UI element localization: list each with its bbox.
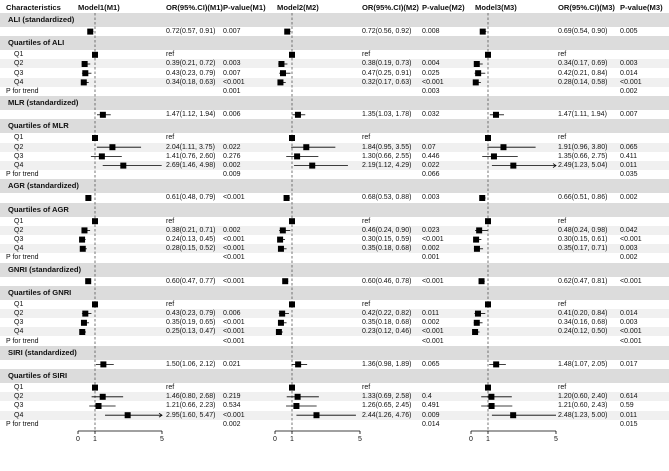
or-ci-value: 0.23(0.12, 0.46) xyxy=(362,328,412,336)
row-label: Q1 xyxy=(14,217,24,225)
or-ci-value: ref xyxy=(558,134,567,142)
or-ci-value: 0.42(0.22, 0.82) xyxy=(362,310,412,317)
or-ci-value: 2.44(1.26, 4.76) xyxy=(362,411,412,419)
x-tick-label: 5 xyxy=(358,436,362,443)
point-estimate-square xyxy=(485,135,491,141)
or-ci-value: 1.21(0.66, 2.23) xyxy=(166,402,216,410)
point-estimate-square xyxy=(280,70,286,76)
p-value: 0.006 xyxy=(223,310,241,317)
point-estimate-square xyxy=(500,144,506,150)
point-estimate-square xyxy=(488,394,494,400)
point-estimate-square xyxy=(85,195,91,201)
row-label: Q1 xyxy=(14,300,24,308)
or-ci-value: 2.19(1.12, 4.29) xyxy=(362,162,412,169)
point-estimate-square xyxy=(479,195,485,201)
or-ci-value: ref xyxy=(166,134,175,142)
point-estimate-square xyxy=(92,301,98,307)
row-label: Q3 xyxy=(14,402,24,410)
x-tick-label: 0 xyxy=(273,436,277,443)
point-estimate-square xyxy=(109,144,115,150)
point-estimate-square xyxy=(278,246,284,252)
or-ci-value: ref xyxy=(362,134,371,142)
point-estimate-square xyxy=(100,361,106,367)
point-estimate-square xyxy=(276,329,282,335)
point-estimate-square xyxy=(82,70,88,76)
point-estimate-square xyxy=(295,394,301,400)
p-value: 0.002 xyxy=(422,319,440,327)
p-value: 0.491 xyxy=(422,402,440,410)
point-estimate-square xyxy=(476,227,482,233)
or-ci-value: ref xyxy=(166,217,175,225)
header-model1: Model1(M1) xyxy=(78,3,120,12)
or-ci-value: 1.33(0.69, 2.58) xyxy=(362,393,412,401)
row-label: Q1 xyxy=(14,384,24,391)
point-estimate-square xyxy=(295,361,301,367)
p-value: 0.023 xyxy=(422,226,440,234)
point-estimate-square xyxy=(475,311,481,317)
header-characteristics: Characteristics xyxy=(6,3,61,12)
point-estimate-square xyxy=(79,329,85,335)
or-ci-value: 1.20(0.60, 2.40) xyxy=(558,393,608,401)
point-estimate-square xyxy=(474,61,480,67)
p-value: 0.014 xyxy=(620,310,638,317)
p-value: <0.001 xyxy=(223,277,245,285)
or-ci-value: 0.35(0.18, 0.68) xyxy=(362,245,412,253)
point-estimate-square xyxy=(81,227,87,233)
or-ci-value: 0.34(0.17, 0.69) xyxy=(558,60,608,68)
p-value: 0.014 xyxy=(422,420,440,428)
section-title: MLR (standardized) xyxy=(8,98,79,108)
point-estimate-square xyxy=(92,135,98,141)
p-value: 0.534 xyxy=(223,402,241,410)
point-estimate-square xyxy=(289,301,295,307)
p-value: 0.003 xyxy=(223,60,241,68)
point-estimate-square xyxy=(284,195,290,201)
point-estimate-square xyxy=(278,320,284,326)
or-ci-value: ref xyxy=(558,51,567,59)
point-estimate-square xyxy=(92,385,98,391)
or-ci-value: 1.46(0.80, 2.68) xyxy=(166,393,216,401)
or-ci-value: 1.36(0.98, 1.89) xyxy=(362,360,412,368)
or-ci-value: ref xyxy=(166,300,175,308)
p-value: 0.006 xyxy=(223,111,241,119)
point-estimate-square xyxy=(485,385,491,391)
section-title: Quartiles of SIRI xyxy=(8,371,68,380)
point-estimate-square xyxy=(87,29,93,35)
row-label: Q4 xyxy=(14,78,24,86)
or-ci-value: 0.24(0.12, 0.50) xyxy=(558,328,608,336)
or-ci-value: 0.69(0.54, 0.90) xyxy=(558,28,608,35)
row-label: Q2 xyxy=(14,310,24,317)
p-value: <0.001 xyxy=(422,236,444,243)
point-estimate-square xyxy=(485,52,491,58)
p-value: <0.001 xyxy=(620,337,642,345)
or-ci-value: 0.43(0.23, 0.79) xyxy=(166,310,216,317)
or-ci-value: ref xyxy=(558,384,567,391)
p-value: <0.001 xyxy=(223,319,245,327)
or-ci-value: 0.47(0.25, 0.91) xyxy=(362,69,412,77)
p-value: <0.001 xyxy=(422,328,444,336)
point-estimate-square xyxy=(80,246,86,252)
p-value: <0.001 xyxy=(223,254,245,262)
point-estimate-square xyxy=(303,144,309,150)
or-ci-value: ref xyxy=(362,384,371,391)
section-title: Quartiles of ALI xyxy=(8,38,65,48)
p-value: 0.015 xyxy=(620,420,638,428)
p-value: <0.001 xyxy=(223,337,245,345)
or-ci-value: 0.24(0.13, 0.45) xyxy=(166,236,216,243)
or-ci-value: 0.41(0.20, 0.84) xyxy=(558,310,608,317)
row-label: Q4 xyxy=(14,411,24,419)
point-estimate-square xyxy=(282,278,288,284)
section-title: SIRI (standardized) xyxy=(8,347,77,357)
or-ci-value: ref xyxy=(558,217,567,225)
header-or-m3: OR(95%.CI)(M3) xyxy=(558,3,615,12)
row-label: Q1 xyxy=(14,51,24,59)
or-ci-value: 1.50(1.06, 2.12) xyxy=(166,360,216,368)
p-value: <0.001 xyxy=(223,411,245,419)
row-label: Q3 xyxy=(14,319,24,327)
p-value: <0.001 xyxy=(620,277,642,285)
point-estimate-square xyxy=(294,153,300,159)
p-value: 0.446 xyxy=(422,152,440,160)
or-ci-value: ref xyxy=(362,217,371,225)
section-title: Quartiles of MLR xyxy=(8,121,69,131)
row-label: P for trend xyxy=(6,254,39,262)
point-estimate-square xyxy=(510,163,516,169)
x-tick-label: 0 xyxy=(76,436,80,443)
p-value: <0.001 xyxy=(223,245,245,253)
or-ci-value: 0.34(0.18, 0.63) xyxy=(166,78,216,86)
or-ci-value: ref xyxy=(558,300,567,308)
header-or-m2: OR(95%.CI)(M2) xyxy=(362,3,419,12)
section-title: Quartiles of GNRI xyxy=(8,287,72,297)
or-ci-value: 0.28(0.15, 0.52) xyxy=(166,245,216,253)
or-ci-value: 0.60(0.47, 0.77) xyxy=(166,277,216,285)
or-ci-value: 0.68(0.53, 0.88) xyxy=(362,194,412,202)
p-value: 0.003 xyxy=(620,245,638,253)
p-value: 0.002 xyxy=(223,226,241,234)
or-ci-value: 2.69(1.46, 4.98) xyxy=(166,162,216,169)
row-label: P for trend xyxy=(6,420,39,428)
point-estimate-square xyxy=(82,61,88,67)
or-ci-value: 0.42(0.21, 0.84) xyxy=(558,69,608,77)
row-label: P for trend xyxy=(6,337,39,345)
point-estimate-square xyxy=(120,163,126,169)
point-estimate-square xyxy=(81,320,87,326)
or-ci-value: 1.35(1.03, 1.78) xyxy=(362,111,412,119)
p-value: 0.001 xyxy=(422,254,440,262)
row-label: Q4 xyxy=(14,162,24,169)
p-value: 0.042 xyxy=(620,226,638,234)
point-estimate-square xyxy=(493,361,499,367)
p-value: 0.002 xyxy=(620,254,638,262)
p-value: <0.001 xyxy=(620,236,642,243)
p-value: 0.011 xyxy=(620,411,637,419)
row-label: Q1 xyxy=(14,134,24,142)
p-value: 0.017 xyxy=(620,360,638,368)
header-pvalue-m3: P-value(M3) xyxy=(620,3,663,12)
or-ci-value: ref xyxy=(362,51,371,59)
row-label: Q2 xyxy=(14,393,24,401)
or-ci-value: 0.39(0.21, 0.72) xyxy=(166,60,216,68)
or-ci-value: 0.30(0.15, 0.61) xyxy=(558,236,608,243)
p-value: 0.065 xyxy=(620,143,638,151)
point-estimate-square xyxy=(99,153,105,159)
point-estimate-square xyxy=(81,79,87,85)
or-ci-value: ref xyxy=(166,51,175,59)
or-ci-value: 1.84(0.95, 3.55) xyxy=(362,143,412,151)
p-value: 0.003 xyxy=(620,60,638,68)
point-estimate-square xyxy=(475,70,481,76)
or-ci-value: 0.30(0.15, 0.59) xyxy=(362,236,412,243)
or-ci-value: 0.38(0.21, 0.71) xyxy=(166,226,216,234)
header-pvalue-m1: P-value(M1) xyxy=(223,3,266,12)
point-estimate-square xyxy=(473,79,479,85)
point-estimate-square xyxy=(289,52,295,58)
or-ci-value: 2.95(1.60, 5.47) xyxy=(166,411,216,419)
p-value: <0.001 xyxy=(223,78,245,86)
row-label: Q4 xyxy=(14,245,24,253)
or-ci-value: 0.38(0.19, 0.73) xyxy=(362,60,412,68)
or-ci-value: 1.41(0.76, 2.60) xyxy=(166,152,216,160)
point-estimate-square xyxy=(280,227,286,233)
p-value: 0.004 xyxy=(422,60,440,68)
p-value: 0.002 xyxy=(620,194,638,202)
point-estimate-square xyxy=(474,320,480,326)
point-estimate-square xyxy=(92,52,98,58)
or-ci-value: 0.48(0.24, 0.98) xyxy=(558,226,608,234)
p-value: 0.009 xyxy=(422,411,440,419)
point-estimate-square xyxy=(100,112,106,118)
point-estimate-square xyxy=(278,61,284,67)
p-value: 0.002 xyxy=(223,420,241,428)
p-value: 0.003 xyxy=(620,319,638,327)
point-estimate-square xyxy=(289,218,295,224)
or-ci-value: 1.30(0.66, 2.55) xyxy=(362,152,412,160)
p-value: 0.025 xyxy=(422,69,440,77)
or-ci-value: 0.43(0.23, 0.79) xyxy=(166,69,216,77)
p-value: 0.011 xyxy=(422,310,439,317)
point-estimate-square xyxy=(313,412,319,418)
p-value: 0.002 xyxy=(422,245,440,253)
or-ci-value: 2.48(1.23, 5.00) xyxy=(558,411,608,419)
p-value: 0.007 xyxy=(223,28,241,35)
or-ci-value: 0.61(0.48, 0.79) xyxy=(166,194,216,202)
point-estimate-square xyxy=(100,394,106,400)
point-estimate-square xyxy=(479,278,485,284)
or-ci-value: 0.34(0.16, 0.68) xyxy=(558,319,608,327)
p-value: 0.002 xyxy=(620,88,638,95)
p-value: 0.007 xyxy=(223,69,241,77)
section-title: GNRI (standardized) xyxy=(8,264,81,274)
row-label: P for trend xyxy=(6,171,39,179)
or-ci-value: 0.35(0.19, 0.65) xyxy=(166,319,216,327)
point-estimate-square xyxy=(125,412,131,418)
row-label: Q2 xyxy=(14,226,24,234)
point-estimate-square xyxy=(474,246,480,252)
or-ci-value: 0.25(0.13, 0.47) xyxy=(166,328,216,336)
point-estimate-square xyxy=(493,112,499,118)
or-ci-value: 0.72(0.57, 0.91) xyxy=(166,28,216,35)
section-title: AGR (standardized) xyxy=(8,181,79,191)
point-estimate-square xyxy=(295,112,301,118)
point-estimate-square xyxy=(92,218,98,224)
x-tick-label: 1 xyxy=(486,436,490,443)
p-value: <0.001 xyxy=(620,78,642,86)
x-tick-label: 0 xyxy=(469,436,473,443)
p-value: 0.002 xyxy=(223,162,241,169)
point-estimate-square xyxy=(485,218,491,224)
p-value: 0.021 xyxy=(223,360,241,368)
p-value: 0.411 xyxy=(620,152,637,160)
point-estimate-square xyxy=(510,412,516,418)
x-tick-label: 5 xyxy=(554,436,558,443)
p-value: 0.065 xyxy=(422,360,440,368)
point-estimate-square xyxy=(472,329,478,335)
point-estimate-square xyxy=(485,301,491,307)
p-value: 0.032 xyxy=(422,111,440,119)
or-ci-value: 1.21(0.60, 2.43) xyxy=(558,402,608,410)
x-tick-label: 5 xyxy=(160,436,164,443)
p-value: 0.005 xyxy=(620,28,638,35)
or-ci-value: 1.91(0.96, 3.80) xyxy=(558,143,608,151)
or-ci-value: ref xyxy=(166,384,175,391)
row-label: Q2 xyxy=(14,60,24,68)
p-value: <0.001 xyxy=(223,236,245,243)
point-estimate-square xyxy=(284,29,290,35)
or-ci-value: 2.04(1.11, 3.75) xyxy=(166,143,215,151)
section-title: Quartiles of AGR xyxy=(8,204,69,214)
row-label: Q2 xyxy=(14,143,24,151)
point-estimate-square xyxy=(96,403,102,409)
header-pvalue-m2: P-value(M2) xyxy=(422,3,465,12)
or-ci-value: 0.66(0.51, 0.86) xyxy=(558,194,608,202)
p-value: <0.001 xyxy=(422,337,444,345)
p-value: 0.07 xyxy=(422,143,436,151)
or-ci-value: 2.49(1.23, 5.04) xyxy=(558,162,608,169)
or-ci-value: 0.35(0.18, 0.68) xyxy=(362,319,412,327)
or-ci-value: 0.62(0.47, 0.81) xyxy=(558,277,608,285)
section-title: ALI (standardized) xyxy=(8,15,75,24)
or-ci-value: 1.47(1.11, 1.94) xyxy=(558,111,607,119)
row-label: Q3 xyxy=(14,152,24,160)
p-value: 0.001 xyxy=(223,88,241,95)
or-ci-value: 0.72(0.56, 0.92) xyxy=(362,28,412,35)
p-value: <0.001 xyxy=(620,328,642,336)
p-value: 0.011 xyxy=(620,162,637,169)
p-value: <0.001 xyxy=(223,194,245,202)
point-estimate-square xyxy=(79,237,85,243)
p-value: 0.219 xyxy=(223,393,241,401)
row-label: Q4 xyxy=(14,328,24,336)
or-ci-value: 1.48(1.07, 2.05) xyxy=(558,360,608,368)
point-estimate-square xyxy=(489,403,495,409)
header-model2: Model2(M2) xyxy=(277,3,319,12)
point-estimate-square xyxy=(309,163,315,169)
p-value: <0.001 xyxy=(422,277,444,285)
point-estimate-square xyxy=(289,385,295,391)
row-label: Q3 xyxy=(14,236,24,243)
or-ci-value: ref xyxy=(362,300,371,308)
or-ci-value: 1.35(0.66, 2.75) xyxy=(558,152,608,160)
or-ci-value: 0.60(0.46, 0.78) xyxy=(362,277,412,285)
or-ci-value: 0.28(0.14, 0.58) xyxy=(558,78,608,86)
or-ci-value: 1.26(0.65, 2.45) xyxy=(362,402,412,410)
p-value: 0.035 xyxy=(620,171,638,179)
or-ci-value: 0.32(0.17, 0.63) xyxy=(362,78,412,86)
or-ci-value: 0.46(0.24, 0.90) xyxy=(362,226,412,234)
p-value: 0.007 xyxy=(620,111,638,119)
point-estimate-square xyxy=(491,153,497,159)
point-estimate-square xyxy=(473,237,479,243)
point-estimate-square xyxy=(277,79,283,85)
p-value: 0.022 xyxy=(223,143,241,151)
p-value: 0.009 xyxy=(223,171,241,179)
point-estimate-square xyxy=(277,237,283,243)
p-value: 0.003 xyxy=(422,194,440,202)
point-estimate-square xyxy=(293,403,299,409)
p-value: 0.4 xyxy=(422,393,432,401)
p-value: 0.276 xyxy=(223,152,241,160)
point-estimate-square xyxy=(82,311,88,317)
p-value: 0.003 xyxy=(422,88,440,95)
point-estimate-square xyxy=(85,278,91,284)
or-ci-value: 0.35(0.17, 0.71) xyxy=(558,245,608,253)
p-value: 0.008 xyxy=(422,28,440,35)
point-estimate-square xyxy=(480,29,486,35)
header-model3: Model3(M3) xyxy=(475,3,517,12)
row-label: Q3 xyxy=(14,69,24,77)
or-ci-value: 1.47(1.12, 1.94) xyxy=(166,111,216,119)
p-value: 0.014 xyxy=(620,69,638,77)
p-value: 0.614 xyxy=(620,393,638,401)
p-value: <0.001 xyxy=(422,78,444,86)
p-value: 0.59 xyxy=(620,402,634,410)
p-value: 0.066 xyxy=(422,171,440,179)
header-or-m1: OR(95%.CI)(M1) xyxy=(166,3,223,12)
x-tick-label: 1 xyxy=(290,436,294,443)
row-label: P for trend xyxy=(6,88,39,95)
point-estimate-square xyxy=(289,135,295,141)
point-estimate-square xyxy=(279,311,285,317)
p-value: <0.001 xyxy=(223,328,245,336)
x-tick-label: 1 xyxy=(93,436,97,443)
p-value: 0.022 xyxy=(422,162,440,169)
